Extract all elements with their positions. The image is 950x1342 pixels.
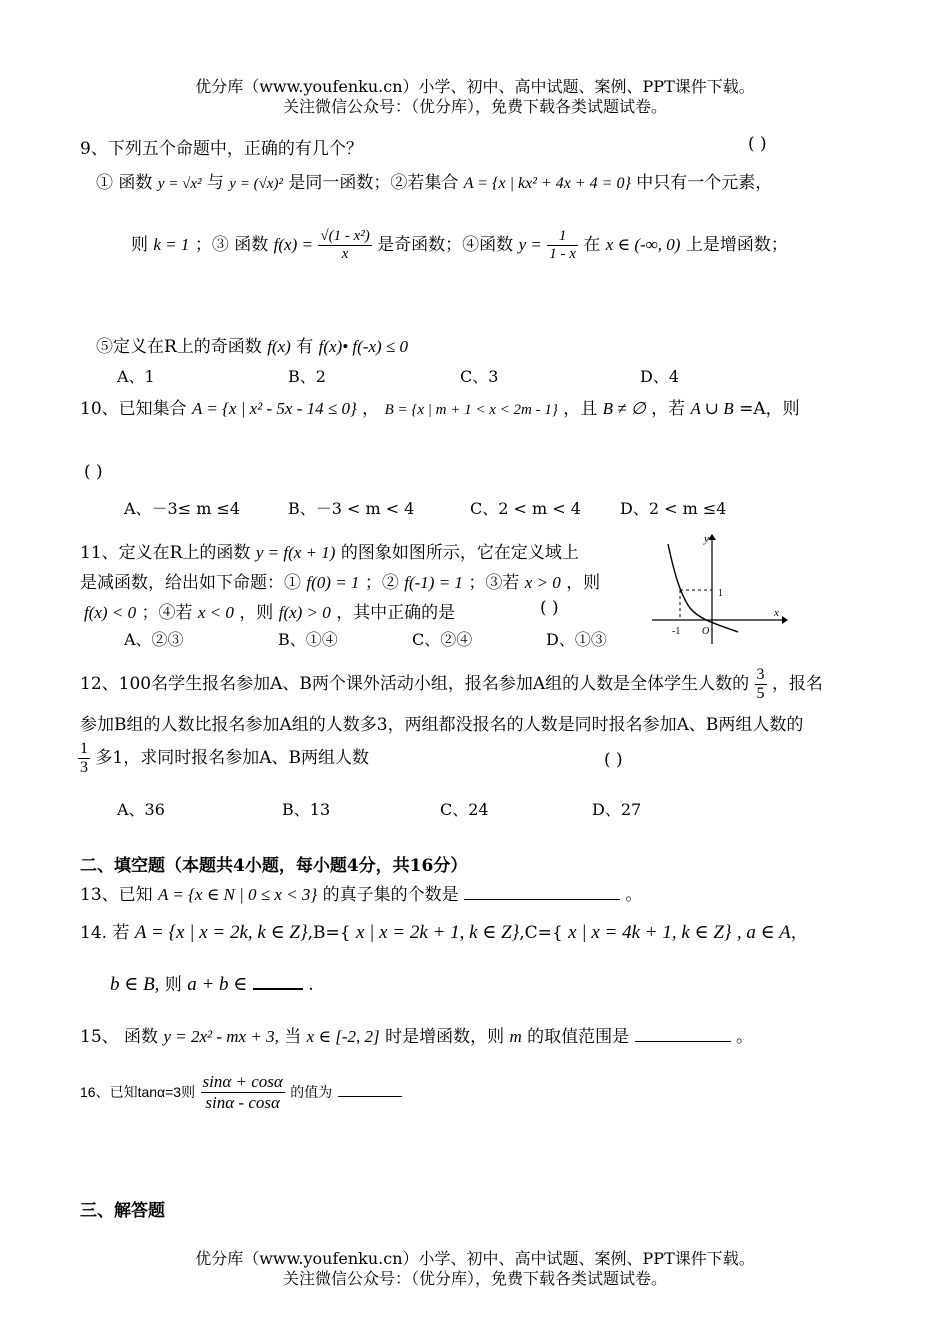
q12-option-b: B、13 <box>282 800 331 819</box>
q10-option-b: B、－3 < m < 4 <box>288 499 415 518</box>
q9-option-a: A、1 <box>117 367 155 386</box>
q9-s4-numerator: 1 <box>547 228 578 246</box>
q9-s1-func2: y = (√x)² <box>229 176 283 192</box>
q15-end: 。 <box>735 1027 753 1047</box>
q15-text2: 的取值范围是 <box>527 1027 630 1047</box>
graph-y-arrow <box>708 534 716 540</box>
q12-answer-paren: ( ) <box>604 750 623 770</box>
q10-comma: ， <box>362 399 380 419</box>
q14-line-2 <box>110 970 314 996</box>
q16-prefix: 16、已知tanα=3则 <box>80 1084 196 1100</box>
q11-line1-b: 的图象如图所示，它在定义域上 <box>340 543 579 563</box>
q11-prop-4-result: f(x) > 0 <box>278 603 331 622</box>
q14-a-in: , a ∈ A <box>736 922 791 943</box>
q10-option-a: A、－3≤ m ≤4 <box>124 499 241 518</box>
q15-m: m <box>509 1027 522 1046</box>
q11-line3-d: ，其中正确的是 <box>336 603 456 623</box>
q12-option-d: D、27 <box>592 800 642 819</box>
q10-condition: B ≠ ∅ <box>602 399 646 418</box>
q14-end: . <box>308 975 314 995</box>
q9-s4-denominator: 1 - x <box>549 246 576 262</box>
q12-fraction-3-5 <box>755 666 767 703</box>
q15-interval: x ∈ [-2, 2] <box>306 1027 380 1046</box>
q12-line3-text: 多1，求同时报名参加A、B两组人数 <box>95 748 369 768</box>
q12-f1-num: 3 <box>756 666 765 683</box>
q16 <box>80 1072 402 1113</box>
q11-option-b: B、①④ <box>278 630 338 649</box>
q11-line-1 <box>80 538 579 563</box>
q11-answer-paren: ( ) <box>540 598 559 618</box>
q15-text: 时是增函数，则 <box>385 1027 505 1047</box>
graph-origin-label: O <box>702 626 710 637</box>
q12-line-1 <box>80 666 823 703</box>
q11-line2-d: ，则 <box>566 573 601 593</box>
q10-prefix: 10、已知集合 <box>80 399 187 419</box>
q11-prop-2: f(-1) = 1 <box>404 573 463 592</box>
q16-answer-blank[interactable] <box>338 1096 402 1097</box>
q13-answer-blank[interactable] <box>464 899 620 900</box>
q10-if: ，若 <box>651 399 686 419</box>
q9-s3-fraction <box>318 228 371 263</box>
q9-stem: 9、下列五个命题中，正确的有几个？ <box>80 139 363 159</box>
q13-text: 的真子集的个数是 <box>322 885 459 905</box>
q12-f1-den: 5 <box>756 685 765 702</box>
q13-end: 。 <box>625 885 643 905</box>
q9-s1-label: ① 函数 <box>96 173 153 193</box>
q9-option-b: B、2 <box>288 367 326 386</box>
q12-line1-tail: ，报名 <box>771 674 823 694</box>
q14-c-label: ,C={ <box>519 923 563 943</box>
q9-s2-text: 中只有一个元素， <box>636 173 773 193</box>
graph-tick-1: 1 <box>718 588 723 599</box>
q9-statement-5 <box>96 332 408 357</box>
section-2-title: 二、填空题（本题共4小题，每小题4分，共16分） <box>80 856 468 876</box>
q12-f2-den: 3 <box>80 759 88 776</box>
q14-b-label: ,B={ <box>307 923 351 943</box>
q11-prop-3-cond: x > 0 <box>524 573 561 592</box>
q11-function: y = f(x + 1) <box>255 543 336 562</box>
q11-prop-1: f(0) = 1 <box>306 573 360 592</box>
q11-line1-a: 11、定义在R上的函数 <box>80 543 251 563</box>
q15-when: 当 <box>284 1027 302 1047</box>
graph-tick-neg1: -1 <box>672 626 681 637</box>
q14-b-in: b ∈ B, <box>110 974 160 995</box>
q9-s3-k: k = 1 <box>153 235 190 254</box>
q11-option-d: D、①③ <box>546 630 607 649</box>
graph-curve <box>668 544 738 632</box>
q11-prop-3-result: f(x) < 0 <box>84 603 137 622</box>
q16-denominator: sinα - cosα <box>205 1093 280 1112</box>
q9-s4-interval: x ∈ (-∞, 0) <box>605 235 681 254</box>
q12-line-3 <box>78 740 369 777</box>
q9-statement-3 <box>131 228 788 263</box>
q9-s4-in: 在 <box>583 235 601 255</box>
q14-comma: ， <box>790 923 808 943</box>
q10-stem <box>80 394 800 419</box>
q11-option-a: A、②③ <box>124 630 184 649</box>
q9-s5-expr: f(x)• f(-x) ≤ 0 <box>318 337 408 356</box>
q14-prefix: 14. 若 <box>80 923 130 943</box>
q11-line2-c: ；③若 <box>468 573 520 593</box>
q12-option-a: A、36 <box>117 800 165 819</box>
graph-y-label: y <box>704 533 709 545</box>
q9-s3-denominator: x <box>341 246 349 262</box>
q11-line3-b: ，则 <box>239 603 274 623</box>
q11-option-c: C、②④ <box>412 630 473 649</box>
q15 <box>80 1022 753 1047</box>
q9-s3-then: 则 <box>131 235 148 255</box>
q9-s4-text: 上是增函数； <box>685 235 788 255</box>
section-3-title: 三、解答题 <box>80 1201 165 1221</box>
q15-function: y = 2x² - mx + 3, <box>163 1027 279 1046</box>
q9-option-c: C、3 <box>460 367 499 386</box>
footer-line-1: 优分库（www.youfenku.cn）小学、初中、高中试题、案例、PPT课件下载。 <box>195 1249 755 1268</box>
q9-s1-and: 与 <box>206 173 224 193</box>
graph-x-arrow <box>782 616 788 624</box>
q11-line-3 <box>84 598 455 623</box>
q9-s3-fx: f(x) = <box>273 235 313 254</box>
q16-text: 的值为 <box>290 1084 333 1100</box>
q9-option-d: D、4 <box>640 367 680 386</box>
q14-answer-blank[interactable] <box>253 988 303 990</box>
q9-s3-text1: ；③ 函数 <box>194 235 269 255</box>
q11-prop-4-cond: x < 0 <box>197 603 234 622</box>
q14-line-1 <box>80 918 808 944</box>
q14-then: 则 <box>164 975 182 995</box>
q12-fraction-1-3 <box>78 740 90 777</box>
q11-line2-a: 是减函数，给出如下命题：① <box>80 573 301 593</box>
q12-line1-text: 12、100名学生报名参加A、B两个课外活动小组，报名参加A组的人数是全体学生人数的 <box>80 674 750 694</box>
q13 <box>80 880 642 905</box>
q12-f2-num: 1 <box>80 740 88 757</box>
q10-set-b: B = {x | m + 1 < x < 2m - 1} <box>384 402 558 418</box>
q9-s5-text: ⑤定义在R上的奇函数 <box>96 337 262 357</box>
q11-line3-a: ；④若 <box>141 603 193 623</box>
q11-line-2 <box>80 568 600 593</box>
q9-s3-text2: 是奇函数；④函数 <box>377 235 514 255</box>
q14-set-c: x | x = 4k + 1, k ∈ Z} <box>568 922 732 943</box>
q9-s4-y: y = <box>518 235 542 254</box>
q16-numerator: sinα + cosα <box>202 1072 283 1091</box>
q9-s4-fraction <box>547 228 578 263</box>
q10-tail: =A，则 <box>739 399 800 419</box>
q9-answer-paren: ( ) <box>748 134 767 154</box>
header-line-2: 关注微信公众号：（优分库），免费下载各类试题试卷。 <box>282 97 667 116</box>
q9-s2-set: A = {x | kx² + 4x + 4 = 0} <box>463 175 631 192</box>
q13-prefix: 13、已知 <box>80 885 153 905</box>
q10-union: A ∪ B <box>690 399 734 418</box>
q14-set-b: x | x = 2k + 1, k ∈ Z} <box>355 922 520 943</box>
q13-set: A = {x ∈ N | 0 ≤ x < 3} <box>158 885 318 904</box>
header-line-1: 优分库（www.youfenku.cn）小学、初中、高中试题、案例、PPT课件下载。 <box>195 77 755 96</box>
q9-statement-1 <box>96 168 772 193</box>
q10-option-d: D、2 < m ≤4 <box>620 499 727 518</box>
footer-line-2: 关注微信公众号：（优分库），免费下载各类试题试卷。 <box>282 1269 667 1288</box>
q16-fraction <box>201 1072 285 1113</box>
q9-s5-has: 有 <box>296 337 314 357</box>
q10-answer-paren: ( ) <box>84 462 103 482</box>
q10-and: ，且 <box>563 399 598 419</box>
q11-line2-b: ；② <box>364 573 399 593</box>
q12-line-2: 参加B组的人数比报名参加A组的人数多3，两组都没报名的人数是同时报名参加A、B两组人数的 <box>80 715 804 735</box>
graph-x-label: x <box>774 607 779 619</box>
q14-set-a: A = {x | x = 2k, k ∈ Z} <box>134 922 308 943</box>
q12-option-c: C、24 <box>440 800 489 819</box>
q15-answer-blank[interactable] <box>635 1041 731 1042</box>
q9-s1-func1: y = √x² <box>157 176 202 192</box>
q10-set-a: A = {x | x² - 5x - 14 ≤ 0} <box>192 399 357 418</box>
q9-s5-f: f(x) <box>267 337 291 356</box>
q15-prefix: 15、 函数 <box>80 1027 159 1047</box>
q10-option-c: C、2 < m < 4 <box>470 499 581 518</box>
q11-function-graph <box>646 532 788 646</box>
q14-expr: a + b ∈ <box>187 974 248 995</box>
q9-s3-numerator: √(1 - x²) <box>320 228 370 244</box>
q9-s1-text: 是同一函数；②若集合 <box>288 173 459 193</box>
